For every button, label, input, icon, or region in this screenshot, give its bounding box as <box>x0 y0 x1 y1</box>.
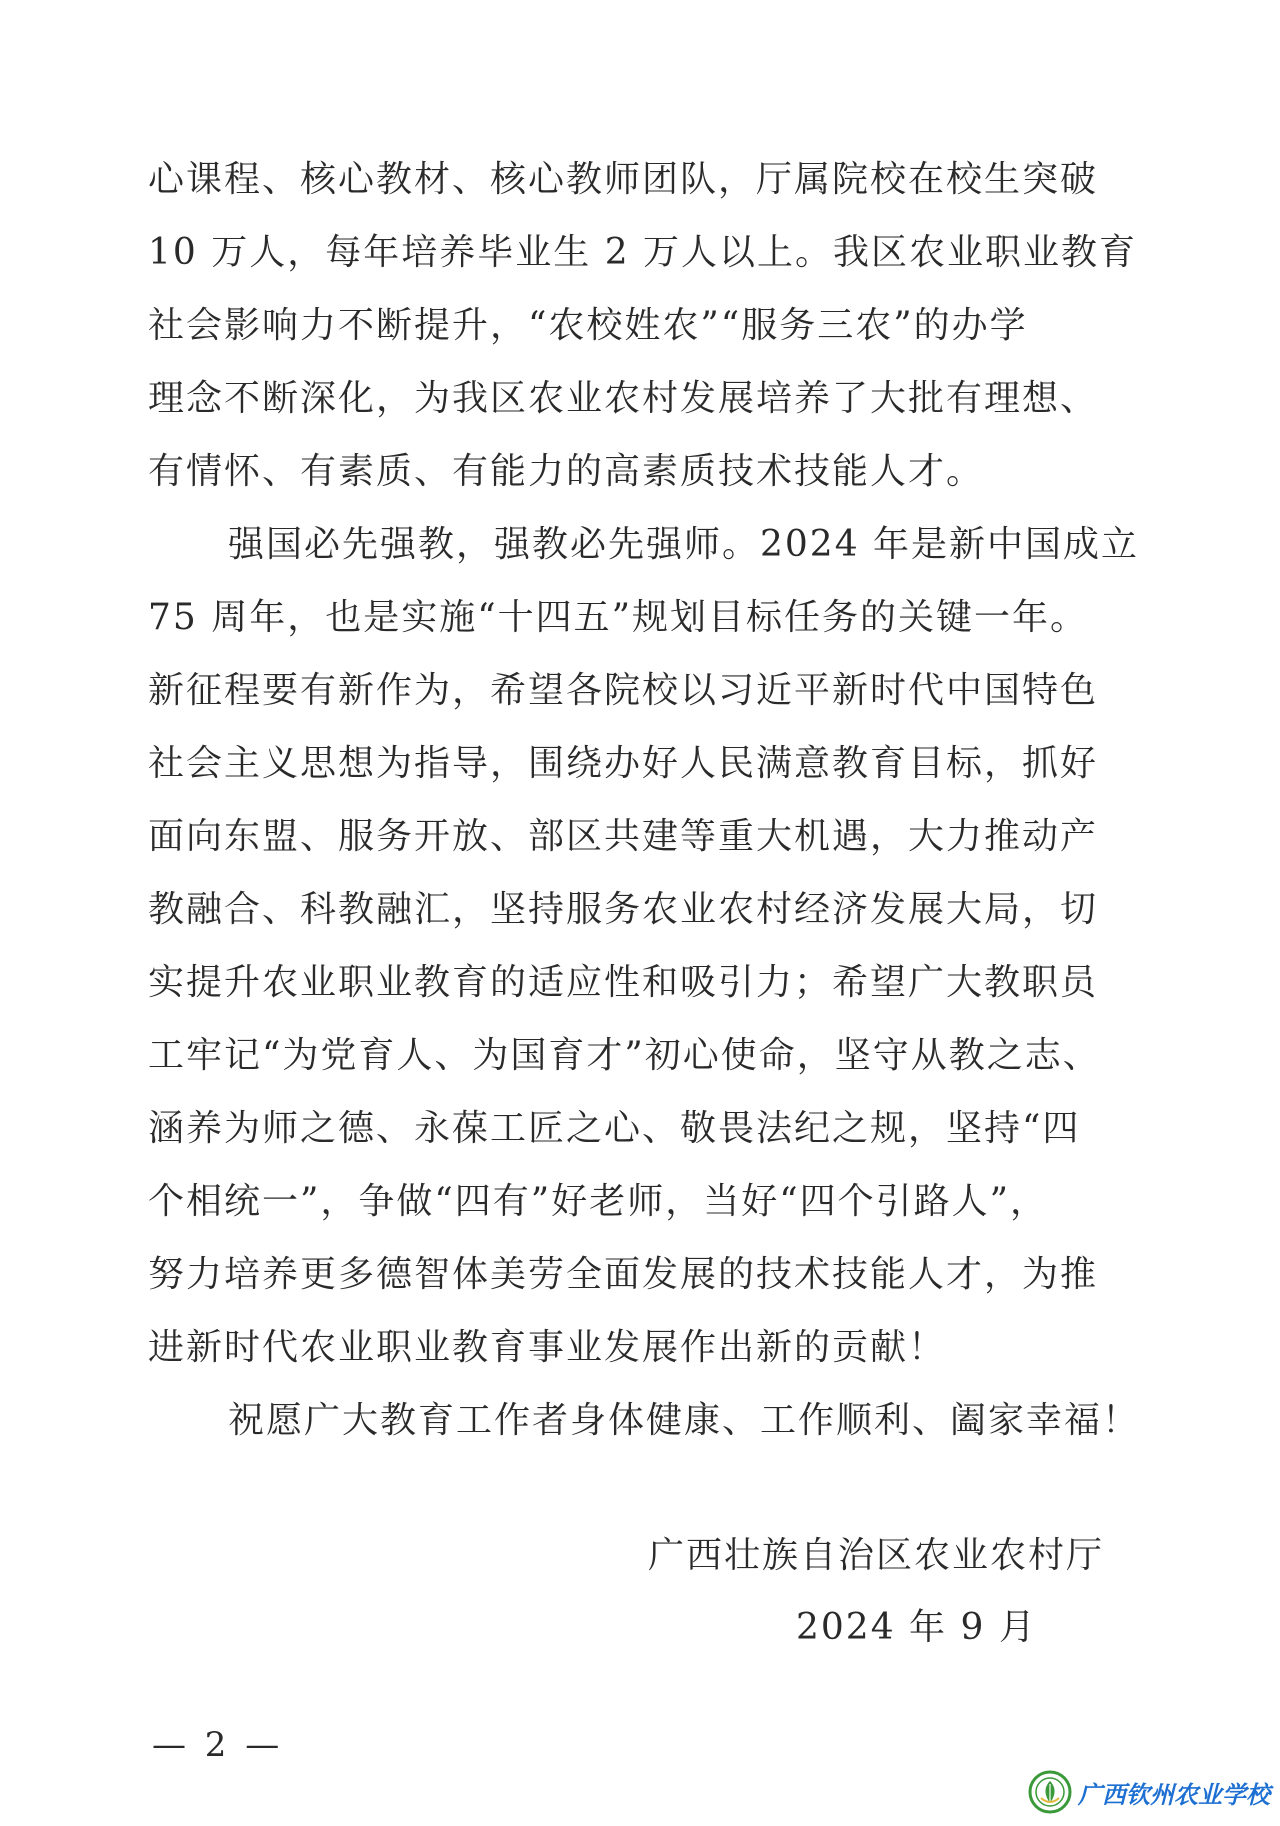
text-line: 理念不断深化，为我区农业农村发展培养了大批有理想、 <box>148 378 1099 419</box>
text-line: 实提升农业职业教育的适应性和吸引力；希望广大教职员 <box>148 962 1099 1003</box>
page-number: — 2 — <box>152 1725 284 1765</box>
text-line: 有情怀、有素质、有能力的高素质技术技能人才。 <box>148 451 985 492</box>
text-line: 涵养为师之德、永葆工匠之心、敬畏法纪之规，坚持“四 <box>148 1108 1081 1149</box>
text-line: 10 万人，每年培养毕业生 2 万人以上。我区农业职业教育 <box>148 232 1138 273</box>
text-line: 面向东盟、服务开放、部区共建等重大机遇，大力推动产 <box>148 816 1099 857</box>
text-line: 社会影响力不断提升，“农校姓农”“服务三农”的办学 <box>148 305 1028 346</box>
text-line: 心课程、核心教材、核心教师团队，厅属院校在校生突破 <box>148 159 1099 200</box>
text-line: 个相统一”，争做“四有”好老师，当好“四个引路人”， <box>148 1181 1049 1222</box>
text-line: 75 周年，也是实施“十四五”规划目标任务的关键一年。 <box>148 597 1089 638</box>
watermark-label: 广西钦州农业学校 <box>1078 1780 1270 1809</box>
text-line: 进新时代农业职业教育事业发展作出新的贡献！ <box>148 1327 947 1368</box>
letter-body <box>148 143 1153 1457</box>
text-line: 教融合、科教融汇，坚持服务农业农村经济发展大局，切 <box>148 889 1099 930</box>
text-line: 工牢记“为党育人、为国育才”初心使命，坚守从教之志、 <box>148 1035 1101 1076</box>
closing-wish-line: 祝愿广大教育工作者身体健康、工作顺利、阖家幸福！ <box>228 1400 1141 1441</box>
school-logo-icon <box>1028 1770 1072 1814</box>
text-line: 努力培养更多德智体美劳全面发展的技术技能人才，为推 <box>148 1254 1099 1295</box>
text-line: 社会主义思想为指导，围绕办好人民满意教育目标，抓好 <box>148 743 1099 784</box>
signature-organization: 广西壮族自治区农业农村厅 <box>648 1535 1105 1576</box>
text-line: 新征程要有新作为，希望各院校以习近平新时代中国特色 <box>148 670 1099 711</box>
school-watermark <box>1028 1770 1270 1814</box>
signature-block <box>648 1520 1168 1664</box>
signature-date: 2024 年 9 月 <box>796 1607 1037 1648</box>
paragraph-start-line: 强国必先强教，强教必先强师。2024 年是新中国成立 <box>228 524 1140 565</box>
